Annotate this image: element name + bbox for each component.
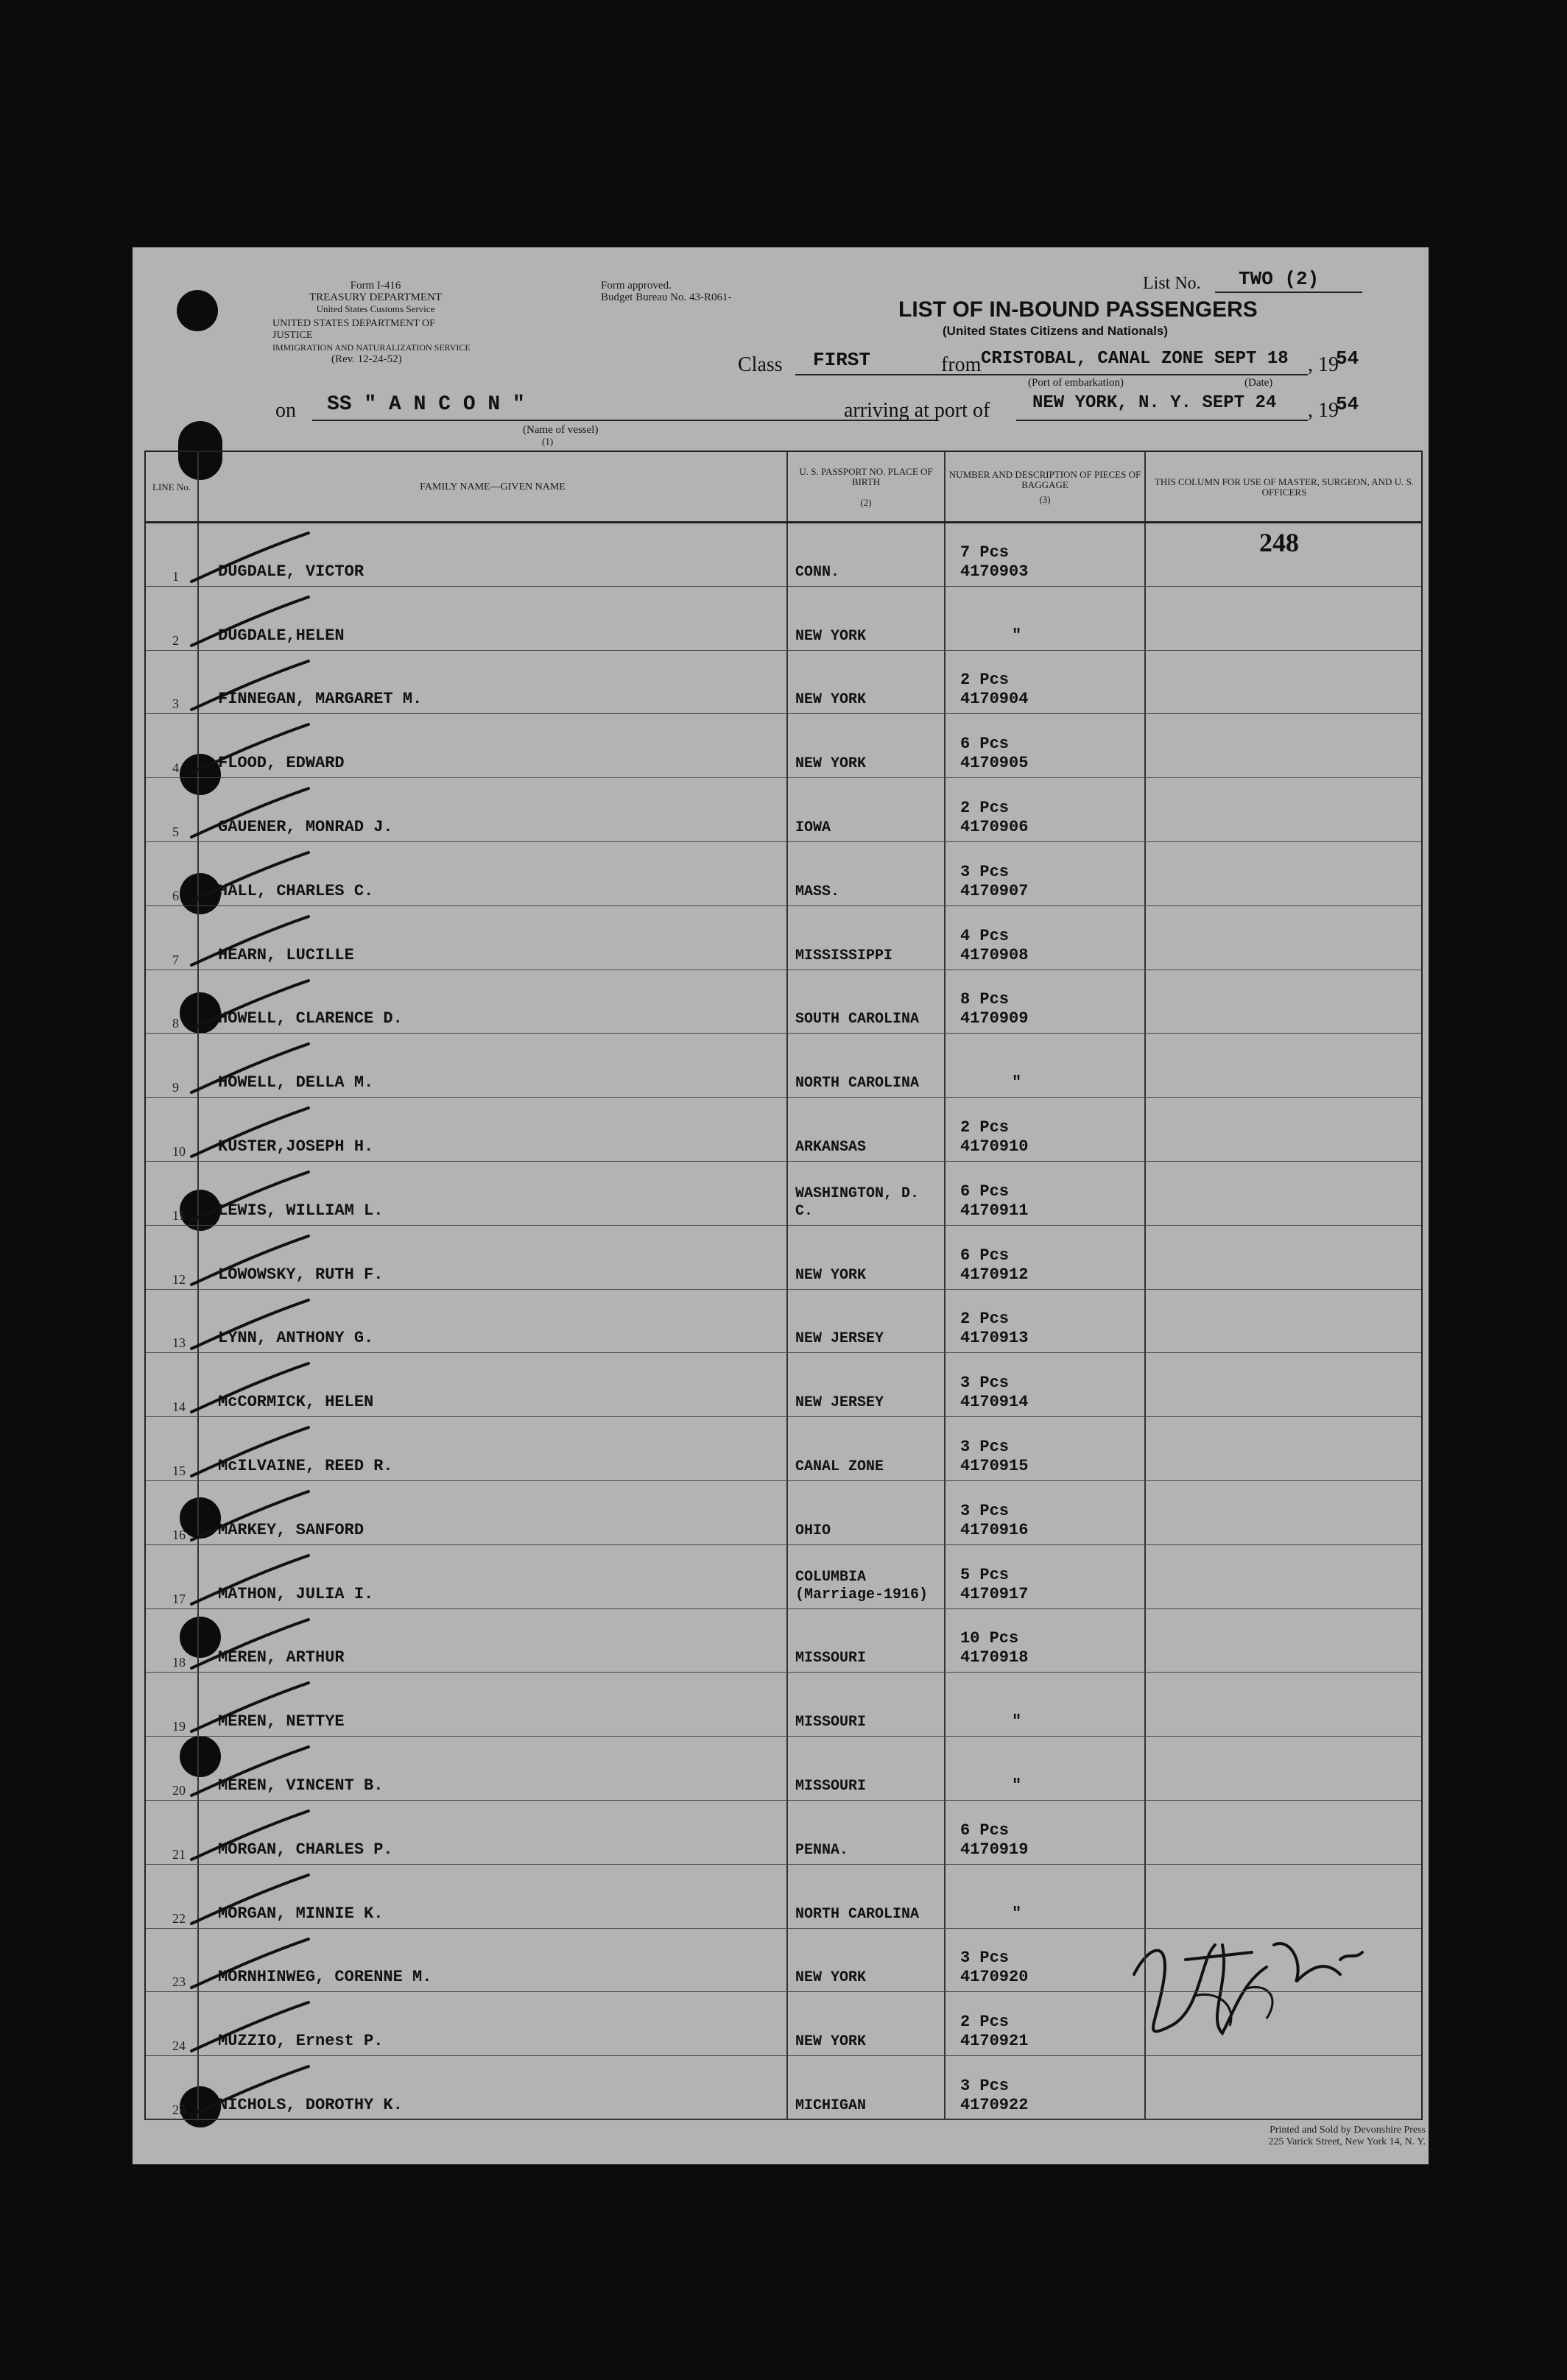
table-row xyxy=(146,1865,1421,1929)
table-row xyxy=(146,1609,1421,1673)
year-value-1: 54 xyxy=(1336,347,1359,370)
baggage-check-number: 4170914 xyxy=(960,1393,1029,1412)
baggage-pieces: 5 Pcs xyxy=(960,1565,1010,1584)
baggage-check-number: 4170905 xyxy=(960,754,1029,773)
arrival-underline xyxy=(1016,420,1308,421)
vessel-column-number: (1) xyxy=(542,436,554,447)
line-number: 2 xyxy=(172,632,179,648)
class-label: Class xyxy=(738,353,783,376)
line-number: 21 xyxy=(172,1846,186,1862)
baggage-check-number: " xyxy=(1012,626,1022,645)
line-number: 19 xyxy=(172,1719,186,1734)
passenger-name: LEWIS, WILLIAM L. xyxy=(218,1201,384,1220)
place-of-birth: NEW YORK xyxy=(795,1969,867,1987)
passenger-name: MORGAN, CHARLES P. xyxy=(218,1840,393,1859)
printer-name: Printed and Sold by Devonshire Press xyxy=(1270,2125,1426,2136)
table-row xyxy=(146,1481,1421,1545)
place-of-birth: IOWA xyxy=(795,819,831,836)
baggage-cell xyxy=(960,927,1137,965)
header-baggage xyxy=(946,452,1144,523)
class-value: FIRST xyxy=(813,349,871,371)
place-of-birth: NORTH CAROLINA xyxy=(795,1075,920,1092)
place-of-birth: MISSOURI xyxy=(795,1777,867,1795)
place-of-birth: CANAL ZONE xyxy=(795,1458,884,1475)
baggage-cell xyxy=(960,626,1137,646)
line-number: 20 xyxy=(172,1782,186,1798)
port-embarkation-value: CRISTOBAL, CANAL ZONE SEPT 18 xyxy=(981,349,1289,369)
list-no-value: TWO (2) xyxy=(1239,268,1320,290)
line-number: 11 xyxy=(172,1207,186,1223)
table-row xyxy=(146,1545,1421,1609)
baggage-cell xyxy=(960,1073,1137,1092)
vessel-name: SS " A N C O N " xyxy=(327,393,525,416)
table-row xyxy=(146,1673,1421,1737)
baggage-check-number: 4170910 xyxy=(960,1137,1029,1156)
baggage-check-number: 4170913 xyxy=(960,1329,1029,1348)
table-row xyxy=(146,2056,1421,2120)
line-number: 13 xyxy=(172,1335,186,1351)
treasury-dept: TREASURY DEPARTMENT xyxy=(309,292,443,303)
baggage-cell xyxy=(960,1374,1137,1412)
passenger-name: MORGAN, MINNIE K. xyxy=(218,1904,384,1923)
passenger-name: HOWELL, CLARENCE D. xyxy=(218,1009,403,1028)
baggage-check-number: " xyxy=(1012,1776,1022,1795)
baggage-pieces: 8 Pcs xyxy=(960,990,1010,1009)
punch-hole xyxy=(177,290,218,331)
place-of-birth: SOUTH CAROLINA xyxy=(795,1011,920,1028)
baggage-cell xyxy=(960,1502,1137,1540)
baggage-cell xyxy=(960,1182,1137,1221)
table-row xyxy=(146,1098,1421,1162)
place-of-birth: OHIO xyxy=(795,1522,831,1539)
table-row xyxy=(146,1226,1421,1290)
passenger-name: KUSTER,JOSEPH H. xyxy=(218,1137,374,1156)
passenger-name: HOWELL, DELLA M. xyxy=(218,1073,374,1092)
table-row xyxy=(146,1034,1421,1098)
baggage-cell xyxy=(960,1566,1137,1604)
place-of-birth: NEW YORK xyxy=(795,691,867,709)
arrival-port-value: NEW YORK, N. Y. SEPT 24 xyxy=(1032,393,1277,413)
baggage-check-number: 4170904 xyxy=(960,690,1029,709)
table-row xyxy=(146,714,1421,778)
line-number: 9 xyxy=(172,1080,179,1095)
line-number: 7 xyxy=(172,952,179,967)
table-row xyxy=(146,1737,1421,1801)
justice-block xyxy=(272,318,471,365)
place-of-birth: NEW JERSEY xyxy=(795,1394,884,1412)
approval-block xyxy=(601,280,807,303)
baggage-pieces: 3 Pcs xyxy=(960,1437,1010,1456)
line-number: 18 xyxy=(172,1655,186,1670)
header-officers-text: THIS COLUMN FOR USE OF MASTER, SURGEON, AND U. S. OFFICERS xyxy=(1154,476,1415,498)
year-prefix-2: , 19 xyxy=(1308,399,1339,422)
place-of-birth: NEW YORK xyxy=(795,1266,867,1284)
line-number: 22 xyxy=(172,1910,186,1926)
customs-service: United States Customs Service xyxy=(316,303,435,314)
header-passport xyxy=(788,452,944,523)
baggage-cell xyxy=(960,1776,1137,1795)
printer-address: 225 Varick Street, New York 14, N. Y. xyxy=(1268,2136,1426,2147)
baggage-pieces: 3 Pcs xyxy=(960,2076,1010,2095)
passenger-name: MEREN, VINCENT B. xyxy=(218,1776,384,1795)
from-underline xyxy=(981,374,1308,375)
passenger-name: MATHON, JULIA I. xyxy=(218,1584,374,1603)
baggage-cell xyxy=(960,735,1137,773)
baggage-pieces: 3 Pcs xyxy=(960,862,1010,881)
table-row xyxy=(146,1162,1421,1226)
baggage-check-number: 4170909 xyxy=(960,1009,1029,1028)
list-no-label: List No. xyxy=(1143,274,1201,293)
passenger-name: McCORMICK, HELEN xyxy=(218,1393,374,1412)
table-row xyxy=(146,906,1421,970)
baggage-cell xyxy=(960,799,1137,837)
place-of-birth: NEW JERSEY xyxy=(795,1330,884,1348)
place-of-birth: PENNA. xyxy=(795,1841,849,1859)
baggage-pieces: 2 Pcs xyxy=(960,671,1010,690)
baggage-cell xyxy=(960,1821,1137,1860)
printer-footer xyxy=(1031,2125,1426,2148)
arriving-label: arriving at port of xyxy=(844,399,990,422)
baggage-cell xyxy=(960,1629,1137,1667)
line-number: 6 xyxy=(172,888,179,903)
place-of-birth: NEW YORK xyxy=(795,755,867,773)
baggage-cell xyxy=(960,1712,1137,1731)
form-number: Form I-416 xyxy=(350,280,401,292)
ins-service: IMMIGRATION AND NATURALIZATION SERVICE xyxy=(272,342,471,353)
list-no-underline xyxy=(1215,292,1362,293)
header-officers xyxy=(1146,452,1423,523)
line-number: 14 xyxy=(172,1399,186,1415)
baggage-pieces: 2 Pcs xyxy=(960,798,1010,817)
baggage-check-number: 4170917 xyxy=(960,1584,1029,1603)
revision-date: (Rev. 12-24-52) xyxy=(331,353,402,365)
line-number: 3 xyxy=(172,696,179,712)
line-number: 10 xyxy=(172,1143,186,1159)
passenger-name: FLOOD, EDWARD xyxy=(218,754,345,773)
place-of-birth: WASHINGTON, D. C. xyxy=(795,1184,920,1220)
line-number: 24 xyxy=(172,2038,186,2054)
baggage-check-number: 4170918 xyxy=(960,1648,1029,1667)
table-row xyxy=(146,523,1421,587)
line-number: 12 xyxy=(172,1271,186,1287)
form-approved: Form approved. xyxy=(601,280,672,292)
place-of-birth: MISSOURI xyxy=(795,1650,867,1667)
passenger-name: HALL, CHARLES C. xyxy=(218,881,374,900)
baggage-check-number: 4170907 xyxy=(960,881,1029,900)
officer-note: 248 xyxy=(1259,528,1299,557)
line-number: 16 xyxy=(172,1527,186,1542)
passenger-name: MORNHINWEG, CORENNE M. xyxy=(218,1968,432,1987)
header-baggage-text: NUMBER AND DESCRIPTION OF PIECES OF BAGGAGE xyxy=(948,469,1141,490)
line-number: 25 xyxy=(172,2102,186,2117)
baggage-cell xyxy=(960,1246,1137,1285)
baggage-pieces: 6 Pcs xyxy=(960,1246,1010,1265)
form-identification xyxy=(265,280,486,315)
passenger-name: GAUENER, MONRAD J. xyxy=(218,817,393,836)
baggage-pieces: 3 Pcs xyxy=(960,1501,1010,1520)
budget-bureau: Budget Bureau No. 43-R061- xyxy=(601,292,732,303)
baggage-check-number: 4170920 xyxy=(960,1968,1029,1987)
header-line-no: LINE No. xyxy=(152,481,191,492)
vessel-caption: (Name of vessel) xyxy=(523,424,599,436)
list-title: LIST OF IN-BOUND PASSENGERS xyxy=(898,297,1258,322)
place-of-birth: ARKANSAS xyxy=(795,1138,867,1156)
passenger-name: LYNN, ANTHONY G. xyxy=(218,1329,374,1348)
passenger-name: MARKEY, SANFORD xyxy=(218,1520,365,1539)
passenger-name: DUGDALE, VICTOR xyxy=(218,562,365,581)
table-row xyxy=(146,1290,1421,1354)
table-row xyxy=(146,1353,1421,1417)
baggage-cell xyxy=(960,2077,1137,2115)
baggage-check-number: 4170911 xyxy=(960,1201,1029,1220)
baggage-check-number: 4170912 xyxy=(960,1265,1029,1284)
baggage-cell xyxy=(960,863,1137,901)
baggage-pieces: 4 Pcs xyxy=(960,926,1010,945)
year-prefix-1: , 19 xyxy=(1308,353,1339,376)
baggage-cell xyxy=(960,1118,1137,1157)
header-name: FAMILY NAME—GIVEN NAME xyxy=(420,481,566,492)
table-row xyxy=(146,1417,1421,1481)
baggage-check-number: 4170903 xyxy=(960,562,1029,581)
baggage-cell xyxy=(960,2013,1137,2051)
line-number: 23 xyxy=(172,1974,186,1990)
baggage-cell xyxy=(960,1949,1137,1987)
place-of-birth: CONN. xyxy=(795,563,840,581)
place-of-birth: NEW YORK xyxy=(795,627,867,645)
table-row xyxy=(146,970,1421,1034)
baggage-pieces: 7 Pcs xyxy=(960,543,1010,562)
passenger-table xyxy=(144,451,1423,2120)
header-baggage-num: (3) xyxy=(1039,494,1051,505)
line-number: 5 xyxy=(172,824,179,839)
baggage-cell xyxy=(960,1310,1137,1348)
baggage-check-number: 4170919 xyxy=(960,1840,1029,1859)
passenger-name: MEREN, ARTHUR xyxy=(218,1648,345,1667)
baggage-pieces: 3 Pcs xyxy=(960,1949,1010,1968)
passenger-name: MEREN, NETTYE xyxy=(218,1712,345,1731)
baggage-pieces: 2 Pcs xyxy=(960,1117,1010,1137)
baggage-check-number: " xyxy=(1012,1073,1022,1092)
baggage-cell xyxy=(960,1438,1137,1476)
baggage-check-number: 4170906 xyxy=(960,817,1029,836)
passenger-name: McILVAINE, REED R. xyxy=(218,1456,393,1475)
table-row xyxy=(146,587,1421,651)
baggage-pieces: 6 Pcs xyxy=(960,1821,1010,1840)
baggage-pieces: 2 Pcs xyxy=(960,2013,1010,2032)
baggage-pieces: 6 Pcs xyxy=(960,1182,1010,1201)
baggage-cell xyxy=(960,671,1137,709)
passenger-name: DUGDALE,HELEN xyxy=(218,626,345,645)
table-row xyxy=(146,842,1421,906)
passenger-name: FINNEGAN, MARGARET M. xyxy=(218,690,423,709)
place-of-birth: NORTH CAROLINA xyxy=(795,1905,920,1923)
justice-dept: UNITED STATES DEPARTMENT OF JUSTICE xyxy=(272,318,435,341)
baggage-cell xyxy=(960,1904,1137,1924)
port-embarkation-caption: (Port of embarkation) xyxy=(1028,377,1124,389)
baggage-pieces: 2 Pcs xyxy=(960,1310,1010,1329)
baggage-check-number: " xyxy=(1012,1712,1022,1731)
line-number: 15 xyxy=(172,1463,186,1478)
passenger-name: MUZZIO, Ernest P. xyxy=(218,2032,384,2051)
line-number: 17 xyxy=(172,1591,186,1606)
baggage-cell xyxy=(960,543,1137,582)
baggage-check-number: 4170921 xyxy=(960,2032,1029,2051)
place-of-birth: NEW YORK xyxy=(795,2033,867,2051)
header-passport-text: U. S. PASSPORT NO. PLACE OF BIRTH xyxy=(799,466,933,487)
baggage-check-number: " xyxy=(1012,1904,1022,1923)
place-of-birth: MASS. xyxy=(795,883,840,900)
table-row xyxy=(146,651,1421,715)
baggage-pieces: 10 Pcs xyxy=(960,1629,1019,1648)
table-row xyxy=(146,1801,1421,1865)
list-subtitle: (United States Citizens and Nationals) xyxy=(943,324,1169,338)
table-row xyxy=(146,1992,1421,2056)
baggage-check-number: 4170908 xyxy=(960,945,1029,964)
place-of-birth: MISSOURI xyxy=(795,1714,867,1731)
on-label: on xyxy=(275,399,296,422)
place-of-birth: MICHIGAN xyxy=(795,2097,867,2114)
passenger-name: NICHOLS, DOROTHY K. xyxy=(218,2095,403,2114)
from-label: from xyxy=(941,353,982,376)
place-of-birth: COLUMBIA (Marriage-1916) xyxy=(795,1568,929,1603)
place-of-birth: MISSISSIPPI xyxy=(795,947,893,964)
table-row xyxy=(146,778,1421,842)
header-passport-num: (2) xyxy=(860,497,872,508)
baggage-check-number: 4170915 xyxy=(960,1456,1029,1475)
baggage-cell xyxy=(960,990,1137,1028)
baggage-check-number: 4170922 xyxy=(960,2095,1029,2114)
baggage-pieces: 3 Pcs xyxy=(960,1374,1010,1393)
year-value-2: 54 xyxy=(1336,393,1359,415)
passenger-name: HEARN, LUCILLE xyxy=(218,945,354,964)
date-caption: (Date) xyxy=(1244,377,1273,389)
line-number: 8 xyxy=(172,1016,179,1031)
line-number: 4 xyxy=(172,760,179,776)
line-number: 1 xyxy=(172,568,179,584)
baggage-pieces: 6 Pcs xyxy=(960,735,1010,754)
table-row xyxy=(146,1929,1421,1993)
baggage-check-number: 4170916 xyxy=(960,1520,1029,1539)
passenger-name: LOWOWSKY, RUTH F. xyxy=(218,1265,384,1284)
